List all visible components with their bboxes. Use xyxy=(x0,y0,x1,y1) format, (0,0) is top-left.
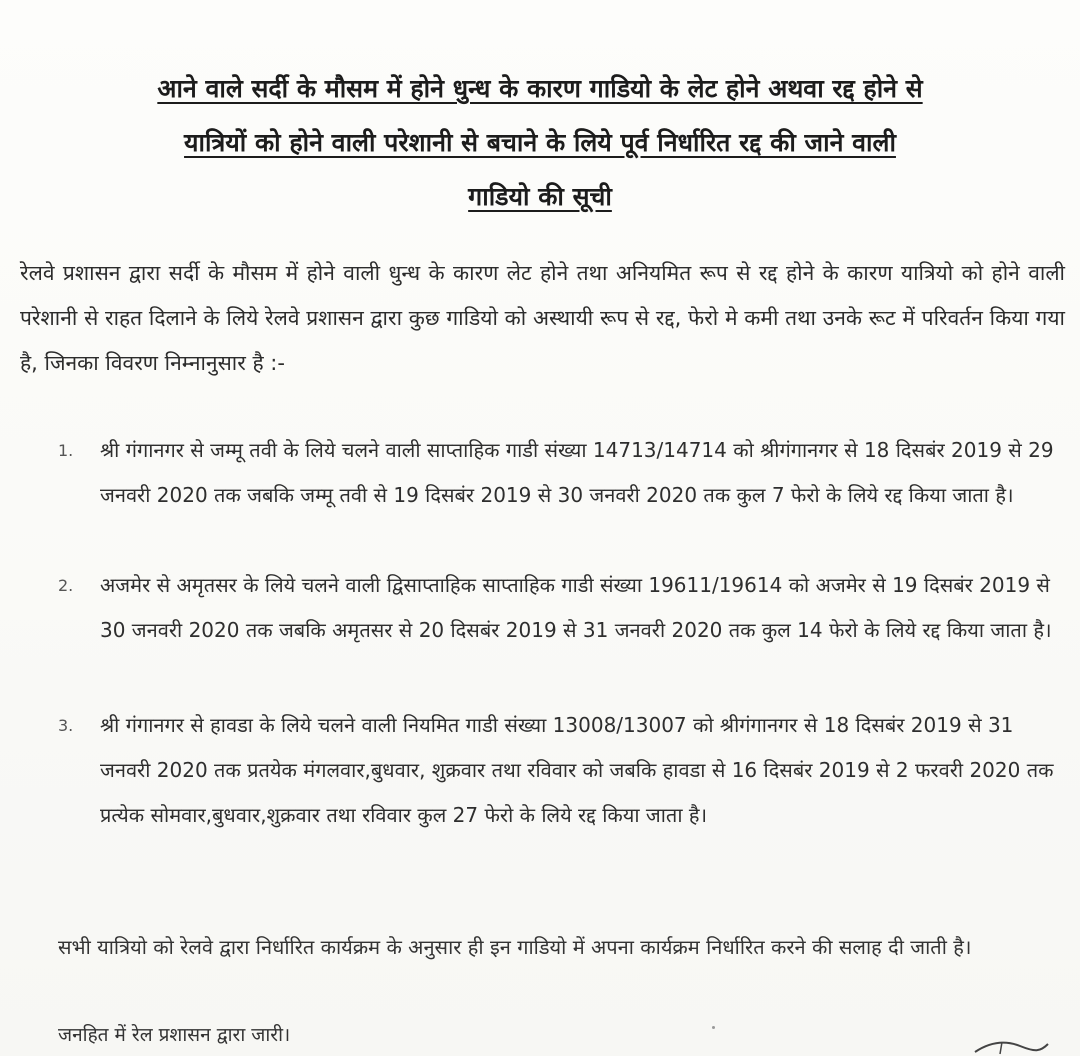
list-item-number: 1. xyxy=(58,441,74,460)
faint-header-marks xyxy=(270,4,470,18)
list-item xyxy=(58,563,1068,703)
list-item xyxy=(58,703,1068,883)
list-item xyxy=(58,428,1068,563)
list-item-text: अजमेर से अमृतसर के लिये चलने वाली द्विसाप्ताहिक साप्ताहिक गाडी संख्या 19611/19614 को अजमेर से 19 दिसबंर 2019 से 30 जनवरी 2020 तक जबकि अमृतसर से 20 दिसबंर 2019 से 31 जनवरी 2020 तक कुल 14 फेरो के लिये रद्द किया जाता है। xyxy=(100,573,1052,642)
document-title xyxy=(30,62,1050,224)
list-item-number: 2. xyxy=(58,576,74,595)
advice-paragraph: सभी यात्रियो को रेलवे द्वारा निर्धारित कार्यक्रम के अनुसार ही इन गाडियो में अपना कार्यक्रम निर्धारित करने की सलाह दी जाती है। xyxy=(58,935,972,959)
signature-mark xyxy=(970,1036,1050,1056)
title-line-2: यात्रियों को होने वाली परेशानी से बचाने के लिये पूर्व निर्धारित रद्द की जाने वाली xyxy=(184,128,896,157)
list-item-text: श्री गंगानगर से हावडा के लिये चलने वाली नियमित गाडी संख्या 13008/13007 को श्रीगंगानगर से 18 दिसबंर 2019 से 31 जनवरी 2020 तक प्रतयेक मंगलवार,बुधवार, शुक्रवार तथा रविवार को जबकि हावडा से 16 दिसबंर 2019 से 2 फरवरी 2020 तक प्रत्येक सोमवार,बुधवार,शुक्रवार तथा रविवार कुल 27 फेरो के लिये रद्द किया जाता है। xyxy=(100,713,1054,827)
list-item-number: 3. xyxy=(58,716,74,735)
title-line-3: गाडियो की सूची xyxy=(468,182,612,211)
cancelled-trains-list xyxy=(58,428,1068,883)
issued-by-footer: जनहित में रेल प्रशासन द्वारा जारी। xyxy=(58,1024,291,1046)
speck-mark xyxy=(712,1026,715,1029)
list-item-text: श्री गंगानगर से जम्मू तवी के लिये चलने वाली साप्ताहिक गाडी संख्या 14713/14714 को श्रीगंगानगर से 18 दिसबंर 2019 से 29 जनवरी 2020 तक जबकि जम्मू तवी से 19 दिसबंर 2019 से 30 जनवरी 2020 तक कुल 7 फेरो के लिये रद्द किया जाता है। xyxy=(100,438,1054,507)
intro-paragraph: रेलवे प्रशासन द्वारा सर्दी के मौसम में होने वाली धुन्ध के कारण लेट होने तथा अनियमित रूप से रद्द होने के कारण यात्रियो को होने वाली परेशानी से राहत दिलाने के लिये रेलवे प्रशासन द्वारा कुछ गाडियो को अस्थायी रूप से रद्द, फेरो मे कमी तथा उनके रूट में परिवर्तन किया गया है, जिनका विवरण निम्नानुसार है :- xyxy=(20,261,1066,375)
title-line-1: आने वाले सर्दी के मौसम में होने धुन्ध के कारण गाडियो के लेट होने अथवा रद्द होने से xyxy=(157,74,923,103)
